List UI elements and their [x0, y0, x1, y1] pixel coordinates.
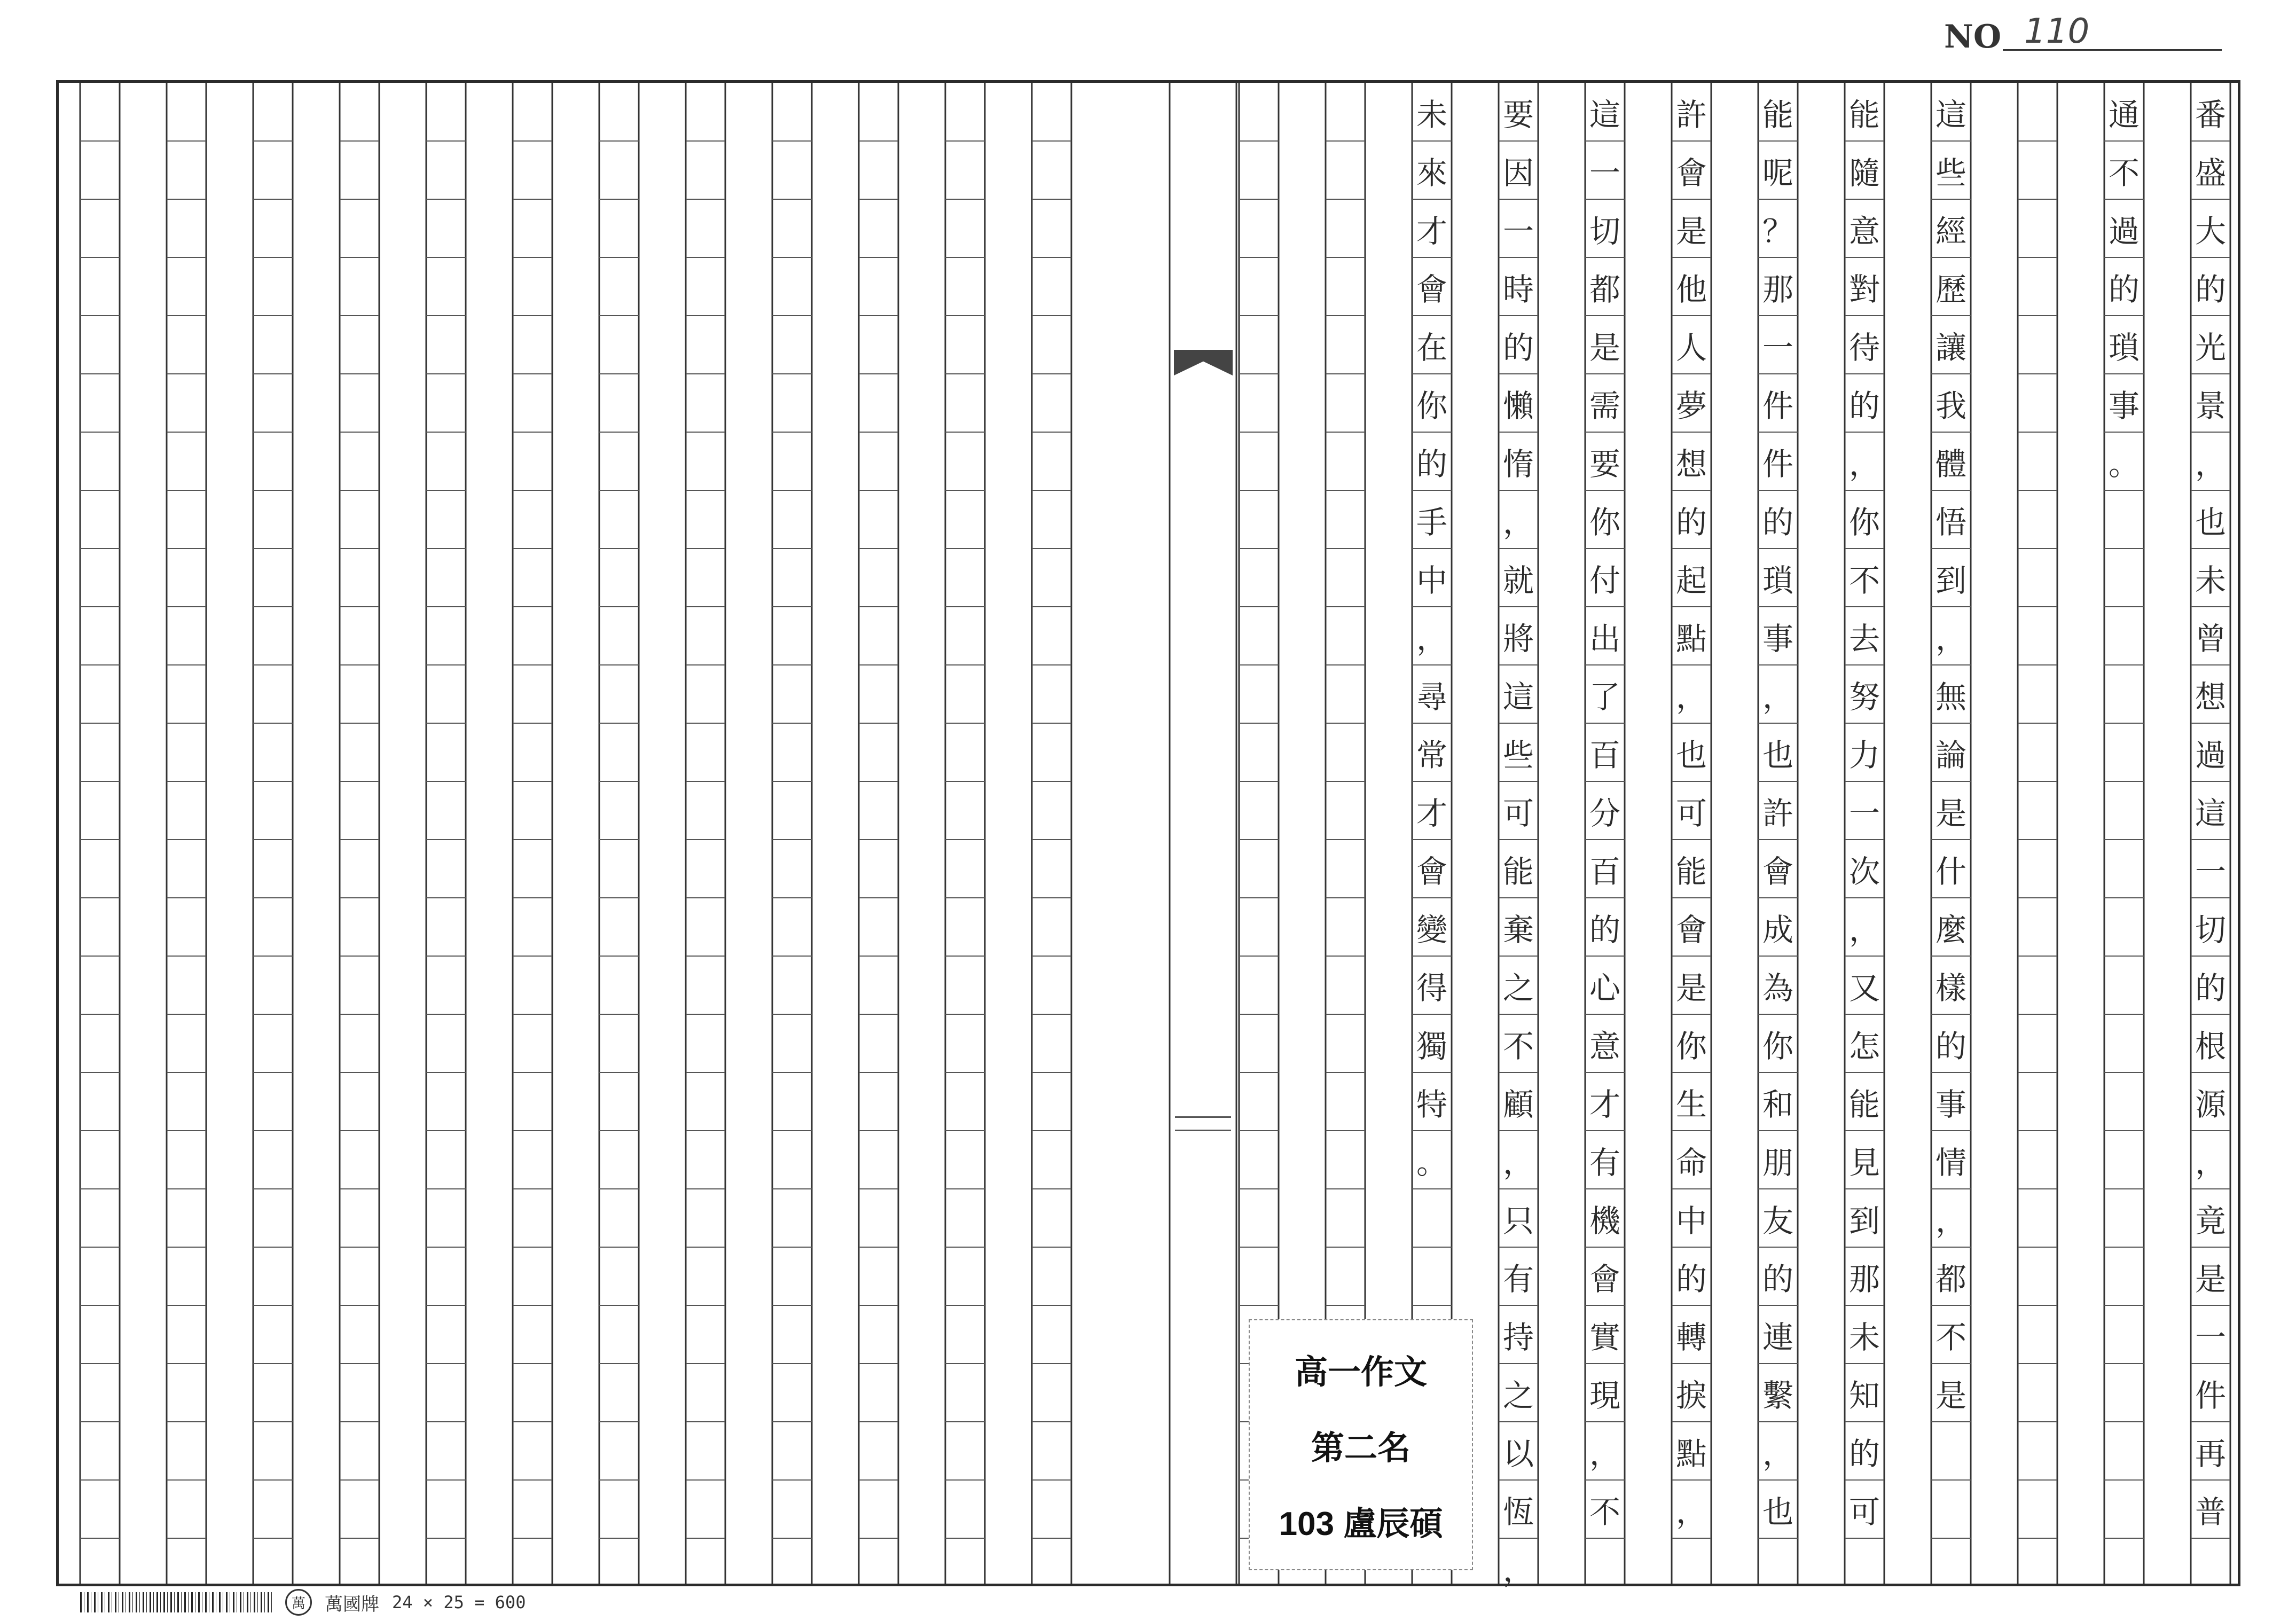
barcode	[80, 1592, 272, 1612]
char-cell: 去	[1848, 620, 1880, 657]
char-cell: 繫	[1762, 1377, 1793, 1414]
char-cell: 能	[1502, 853, 1534, 890]
char-cell: 這	[1502, 678, 1534, 715]
char-cell: 來	[1416, 154, 1447, 191]
char-cell: 心	[1589, 969, 1620, 1006]
char-cell: 些	[1935, 154, 1966, 191]
char-cell: 會	[1675, 154, 1707, 191]
text-column	[2191, 83, 2230, 1584]
char-cell: 出	[1589, 620, 1620, 657]
char-cell: 你	[1762, 1028, 1793, 1064]
brand-logo-icon: 萬	[285, 1589, 312, 1616]
manuscript-grid	[56, 80, 2240, 1586]
char-cell: 時	[1502, 271, 1534, 308]
char-cell: 分	[1589, 795, 1620, 832]
char-cell: 機	[1589, 1202, 1620, 1239]
char-cell: 的	[1589, 911, 1620, 948]
award-label	[1249, 1319, 1473, 1570]
char-cell: 持	[1502, 1319, 1534, 1356]
char-cell: 那	[1848, 1260, 1880, 1297]
char-cell: 實	[1589, 1319, 1620, 1356]
char-cell: 見	[1848, 1144, 1880, 1181]
char-cell: 會	[1675, 911, 1707, 948]
char-cell: 之	[1502, 1377, 1534, 1414]
char-cell: 的	[1416, 445, 1447, 482]
char-cell: 因	[1502, 154, 1534, 191]
char-cell: ，	[1848, 445, 1880, 482]
char-cell: 百	[1589, 737, 1620, 773]
char-cell: 那	[1762, 271, 1793, 308]
char-cell: 有	[1589, 1144, 1620, 1181]
char-cell: 麼	[1935, 911, 1966, 948]
char-cell: ，	[1675, 1493, 1707, 1530]
char-cell: ，	[1416, 620, 1447, 657]
char-cell: 有	[1502, 1260, 1534, 1297]
char-cell: 的	[1762, 504, 1793, 541]
text-column	[1499, 83, 1538, 1588]
char-cell: 會	[1589, 1260, 1620, 1297]
char-cell: 歷	[1935, 271, 1966, 308]
char-cell: 一	[1762, 329, 1793, 366]
char-cell: 轉	[1675, 1319, 1707, 1356]
char-cell: 要	[1589, 445, 1620, 482]
char-cell: 件	[1762, 387, 1793, 424]
char-cell: 的	[1675, 1260, 1707, 1297]
char-cell: 尋	[1416, 678, 1447, 715]
char-cell: 中	[1416, 562, 1447, 599]
char-cell: 會	[1762, 853, 1793, 890]
char-cell: ，	[1935, 1202, 1966, 1239]
char-cell: 想	[1675, 445, 1707, 482]
char-cell: 命	[1675, 1144, 1707, 1181]
char-cell: 能	[1848, 96, 1880, 133]
char-cell: 。	[2108, 445, 2140, 482]
char-cell: 在	[1416, 329, 1447, 366]
char-cell: 恆	[1502, 1493, 1534, 1530]
char-cell: ，	[1675, 678, 1707, 715]
char-cell: 的	[1502, 329, 1534, 366]
char-cell: 人	[1675, 329, 1707, 366]
char-cell: ，	[1848, 911, 1880, 948]
char-cell: 能	[1675, 853, 1707, 890]
char-cell: ？	[1762, 213, 1793, 249]
award-student: 103 盧辰碩	[1279, 1505, 1443, 1542]
char-cell: 這	[2195, 795, 2226, 832]
char-cell: 悟	[1935, 504, 1966, 541]
char-cell: 通	[2108, 96, 2140, 133]
char-cell: 不	[1848, 562, 1880, 599]
char-cell: 到	[1935, 562, 1966, 599]
char-cell: 只	[1502, 1202, 1534, 1239]
char-cell: 不	[1502, 1028, 1534, 1064]
char-cell: ，	[2195, 445, 2226, 482]
char-cell: 起	[1675, 562, 1707, 599]
char-cell: 的	[1675, 504, 1707, 541]
char-cell: ，	[2195, 1144, 2226, 1181]
char-cell: 瑣	[1762, 562, 1793, 599]
char-cell: 百	[1589, 853, 1620, 890]
char-cell: 一	[1502, 213, 1534, 249]
char-cell: 大	[2195, 213, 2226, 249]
char-cell: 才	[1416, 213, 1447, 249]
char-cell: 是	[1589, 329, 1620, 366]
char-cell: 可	[1675, 795, 1707, 832]
char-cell: 這	[1589, 96, 1620, 133]
char-cell: ，	[1502, 504, 1534, 541]
text-column	[2104, 83, 2144, 1584]
char-cell: 以	[1502, 1435, 1534, 1472]
char-cell: 待	[1848, 329, 1880, 366]
char-cell: 惰	[1502, 445, 1534, 482]
char-cell: 的	[1848, 387, 1880, 424]
char-cell: 許	[1762, 795, 1793, 832]
char-cell: 件	[1762, 445, 1793, 482]
char-cell: 。	[1416, 1144, 1447, 1181]
char-cell: 你	[1589, 504, 1620, 541]
char-cell: 想	[2195, 678, 2226, 715]
char-cell: 事	[2108, 387, 2140, 424]
paper-footer	[80, 1589, 526, 1616]
char-cell: 瑣	[2108, 329, 2140, 366]
char-cell: 切	[1589, 213, 1620, 249]
char-cell: 他	[1675, 271, 1707, 308]
char-cell: 源	[2195, 1086, 2226, 1123]
text-column	[1585, 83, 1625, 1584]
text-column	[2018, 83, 2057, 1584]
char-cell: 也	[1762, 737, 1793, 773]
char-cell: ，	[1589, 1435, 1620, 1472]
char-cell: 這	[1935, 96, 1966, 133]
grid-spec: 24 × 25 = 600	[392, 1592, 526, 1612]
char-cell: 你	[1416, 387, 1447, 424]
char-cell: 朋	[1762, 1144, 1793, 1181]
char-cell: 番	[2195, 96, 2226, 133]
char-cell: 就	[1502, 562, 1534, 599]
char-cell: 不	[2108, 154, 2140, 191]
char-cell: 什	[1935, 853, 1966, 890]
fold-marker-bottom	[1175, 1116, 1231, 1131]
page-number-value: 110	[2024, 12, 2090, 51]
char-cell: 才	[1416, 795, 1447, 832]
text-column	[1845, 83, 1884, 1584]
text-column	[1931, 83, 1971, 1584]
char-cell: 生	[1675, 1086, 1707, 1123]
char-cell: 竟	[2195, 1202, 2226, 1239]
char-cell: 連	[1762, 1319, 1793, 1356]
char-cell: 的	[1762, 1260, 1793, 1297]
char-cell: 無	[1935, 678, 1966, 715]
char-cell: 經	[1935, 213, 1966, 249]
char-cell: 知	[1848, 1377, 1880, 1414]
char-cell: 也	[2195, 504, 2226, 541]
char-cell: 光	[2195, 329, 2226, 366]
char-cell: 點	[1675, 620, 1707, 657]
char-cell: 棄	[1502, 911, 1534, 948]
char-cell: 事	[1935, 1086, 1966, 1123]
char-cell: 懶	[1502, 387, 1534, 424]
char-cell: 努	[1848, 678, 1880, 715]
char-cell: 為	[1762, 969, 1793, 1006]
char-cell: 的	[1848, 1435, 1880, 1472]
char-cell: 的	[2108, 271, 2140, 308]
char-cell: 一	[1848, 795, 1880, 832]
char-cell: 是	[1935, 795, 1966, 832]
char-cell: 未	[1848, 1319, 1880, 1356]
char-cell: 常	[1416, 737, 1447, 773]
char-cell: 我	[1935, 387, 1966, 424]
char-cell: 未	[2195, 562, 2226, 599]
char-cell: 又	[1848, 969, 1880, 1006]
char-cell: 將	[1502, 620, 1534, 657]
char-cell: ，	[1502, 1144, 1534, 1181]
char-cell: 切	[2195, 911, 2226, 948]
char-cell: 一	[2195, 1319, 2226, 1356]
char-cell: 和	[1762, 1086, 1793, 1123]
char-cell: 夢	[1675, 387, 1707, 424]
char-cell: 怎	[1848, 1028, 1880, 1064]
char-cell: 點	[1675, 1435, 1707, 1472]
char-cell: 到	[1848, 1202, 1880, 1239]
char-cell: 一	[1589, 154, 1620, 191]
char-cell: 付	[1589, 562, 1620, 599]
char-cell: ，	[1762, 678, 1793, 715]
char-cell: ，	[1935, 620, 1966, 657]
award-rank: 第二名	[1311, 1429, 1410, 1467]
text-column	[1758, 83, 1798, 1584]
char-cell: 可	[1502, 795, 1534, 832]
char-cell: 一	[2195, 853, 2226, 890]
char-cell: 你	[1675, 1028, 1707, 1064]
char-cell: 中	[1675, 1202, 1707, 1239]
char-cell: 都	[1589, 271, 1620, 308]
char-cell: 力	[1848, 737, 1880, 773]
char-cell: 件	[2195, 1377, 2226, 1414]
char-cell: 是	[1675, 213, 1707, 249]
char-cell: 特	[1416, 1086, 1447, 1123]
char-cell: 景	[2195, 387, 2226, 424]
char-cell: 隨	[1848, 154, 1880, 191]
char-cell: 呢	[1762, 154, 1793, 191]
char-cell: 獨	[1416, 1028, 1447, 1064]
char-cell: 是	[1935, 1377, 1966, 1414]
char-cell: 要	[1502, 96, 1534, 133]
char-cell: 樣	[1935, 969, 1966, 1006]
char-cell: 的	[2195, 969, 2226, 1006]
char-cell: 次	[1848, 853, 1880, 890]
char-cell: 了	[1589, 678, 1620, 715]
award-title: 高一作文	[1294, 1353, 1427, 1391]
char-cell: 能	[1762, 96, 1793, 133]
char-cell: 也	[1675, 737, 1707, 773]
char-cell: 捩	[1675, 1377, 1707, 1414]
char-cell: 根	[2195, 1028, 2226, 1064]
char-cell: 才	[1589, 1086, 1620, 1123]
char-cell: 友	[1762, 1202, 1793, 1239]
page-number-underline	[2003, 49, 2222, 51]
char-cell: 能	[1848, 1086, 1880, 1123]
char-cell: 變	[1416, 911, 1447, 948]
char-cell: 也	[1762, 1493, 1793, 1530]
text-column	[1672, 83, 1711, 1584]
char-cell: ，	[1502, 1552, 1534, 1588]
char-cell: 對	[1848, 271, 1880, 308]
char-cell: 曾	[2195, 620, 2226, 657]
char-cell: 事	[1762, 620, 1793, 657]
char-cell: 普	[2195, 1493, 2226, 1530]
char-cell: 是	[2195, 1260, 2226, 1297]
char-cell: 你	[1848, 504, 1880, 541]
char-cell: 再	[2195, 1435, 2226, 1472]
char-cell: 可	[1848, 1493, 1880, 1530]
char-cell: 的	[1935, 1028, 1966, 1064]
char-cell: 需	[1589, 387, 1620, 424]
char-cell: 會	[1416, 853, 1447, 890]
char-cell: 體	[1935, 445, 1966, 482]
char-cell: 過	[2108, 213, 2140, 249]
char-cell: 現	[1589, 1377, 1620, 1414]
char-cell: 之	[1502, 969, 1534, 1006]
char-cell: 會	[1416, 271, 1447, 308]
char-cell: 顧	[1502, 1086, 1534, 1123]
brand-name: 萬國牌	[325, 1593, 379, 1615]
char-cell: 都	[1935, 1260, 1966, 1297]
char-cell: 讓	[1935, 329, 1966, 366]
char-cell: 得	[1416, 969, 1447, 1006]
char-cell: 情	[1935, 1144, 1966, 1181]
char-cell: 的	[2195, 271, 2226, 308]
char-cell: 許	[1675, 96, 1707, 133]
char-cell: 論	[1935, 737, 1966, 773]
char-cell: 手	[1416, 504, 1447, 541]
grid-lines	[59, 83, 2238, 1584]
char-cell: 意	[1848, 213, 1880, 249]
char-cell: 意	[1589, 1028, 1620, 1064]
page-number-label: NO	[1944, 18, 2002, 56]
char-cell: 未	[1416, 96, 1447, 133]
char-cell: 些	[1502, 737, 1534, 773]
char-cell: 不	[1589, 1493, 1620, 1530]
char-cell: 過	[2195, 737, 2226, 773]
char-cell: ，	[1762, 1435, 1793, 1472]
char-cell: 成	[1762, 911, 1793, 948]
char-cell: 盛	[2195, 154, 2226, 191]
char-cell: 是	[1675, 969, 1707, 1006]
char-cell: 不	[1935, 1319, 1966, 1356]
